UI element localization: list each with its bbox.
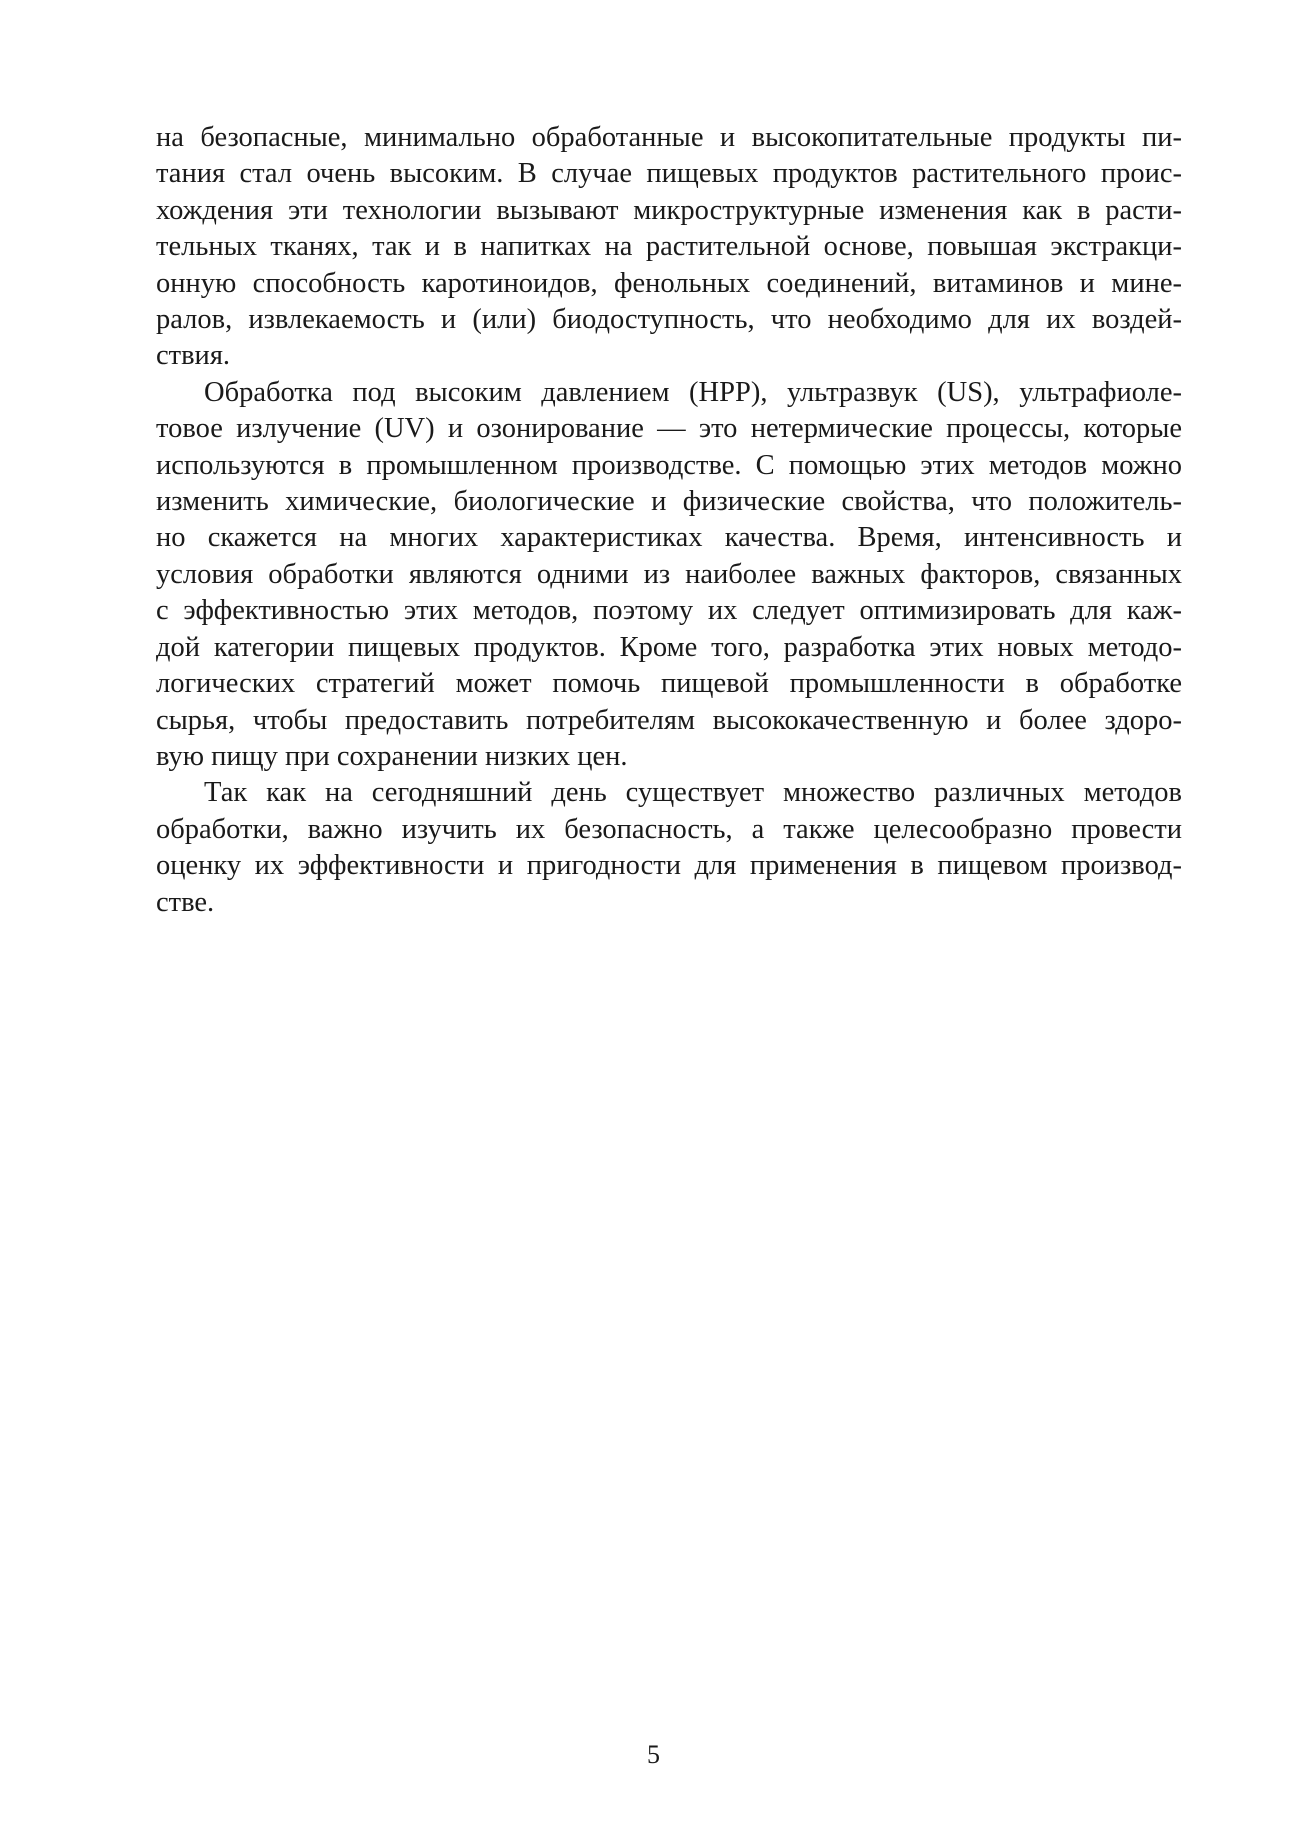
text-line: обработки, важно изучить их безопасность, а также целесообразно провести [156, 813, 1182, 845]
text-line: Обработка под высоким давлением (HPP), ультразвук (US), ультрафиоле- [204, 376, 1182, 408]
paragraph-3 [156, 775, 1182, 921]
text-line: с эффективностью этих методов, поэтому их следует оптимизировать для каж- [156, 595, 1182, 627]
page-number: 5 [647, 1740, 660, 1769]
text-line: хождения эти технологии вызывают микроструктурные изменения как в расти- [156, 194, 1182, 226]
text-line: вую пищу при сохранении низких цен. [156, 740, 628, 772]
text-line: ралов, извлекаемость и (или) биодоступность, что необходимо для их воздей- [156, 304, 1182, 336]
text-line: изменить химические, биологические и физические свойства, что положитель- [156, 486, 1182, 518]
body-text [156, 120, 1182, 921]
text-line: онную способность каротиноидов, фенольных соединений, витаминов и мине- [156, 267, 1182, 299]
text-line: условия обработки являются одними из наиболее важных факторов, связанных [156, 558, 1182, 590]
text-line: сырья, чтобы предоставить потребителям высококачественную и более здоро- [156, 704, 1182, 736]
text-line: Так как на сегодняшний день существует множество различных методов [204, 777, 1182, 809]
text-line: ствия. [156, 340, 231, 372]
text-line: тельных тканях, так и в напитках на растительной основе, повышая экстракци- [156, 231, 1182, 263]
text-line: но скажется на многих характеристиках качества. Время, интенсивность и [156, 522, 1182, 554]
text-line: оценку их эффективности и пригодности для применения в пищевом производ- [156, 850, 1182, 882]
paragraph-2 [156, 375, 1182, 775]
text-line: стве. [156, 886, 215, 918]
text-line: на безопасные, минимально обработанные и высокопитательные продукты пи- [156, 122, 1182, 153]
text-line: дой категории пищевых продуктов. Кроме того, разработка этих новых методо- [156, 631, 1182, 663]
text-line: тания стал очень высоким. В случае пищевых продуктов растительного проис- [156, 158, 1182, 190]
text-line: товое излучение (UV) и озонирование — это нетермические процессы, которые [156, 413, 1182, 445]
text-line: логических стратегий может помочь пищевой промышленности в обработке [156, 668, 1182, 700]
text-line: используются в промышленном производстве. С помощью этих методов можно [156, 449, 1182, 481]
paragraph-1 [156, 120, 1182, 375]
